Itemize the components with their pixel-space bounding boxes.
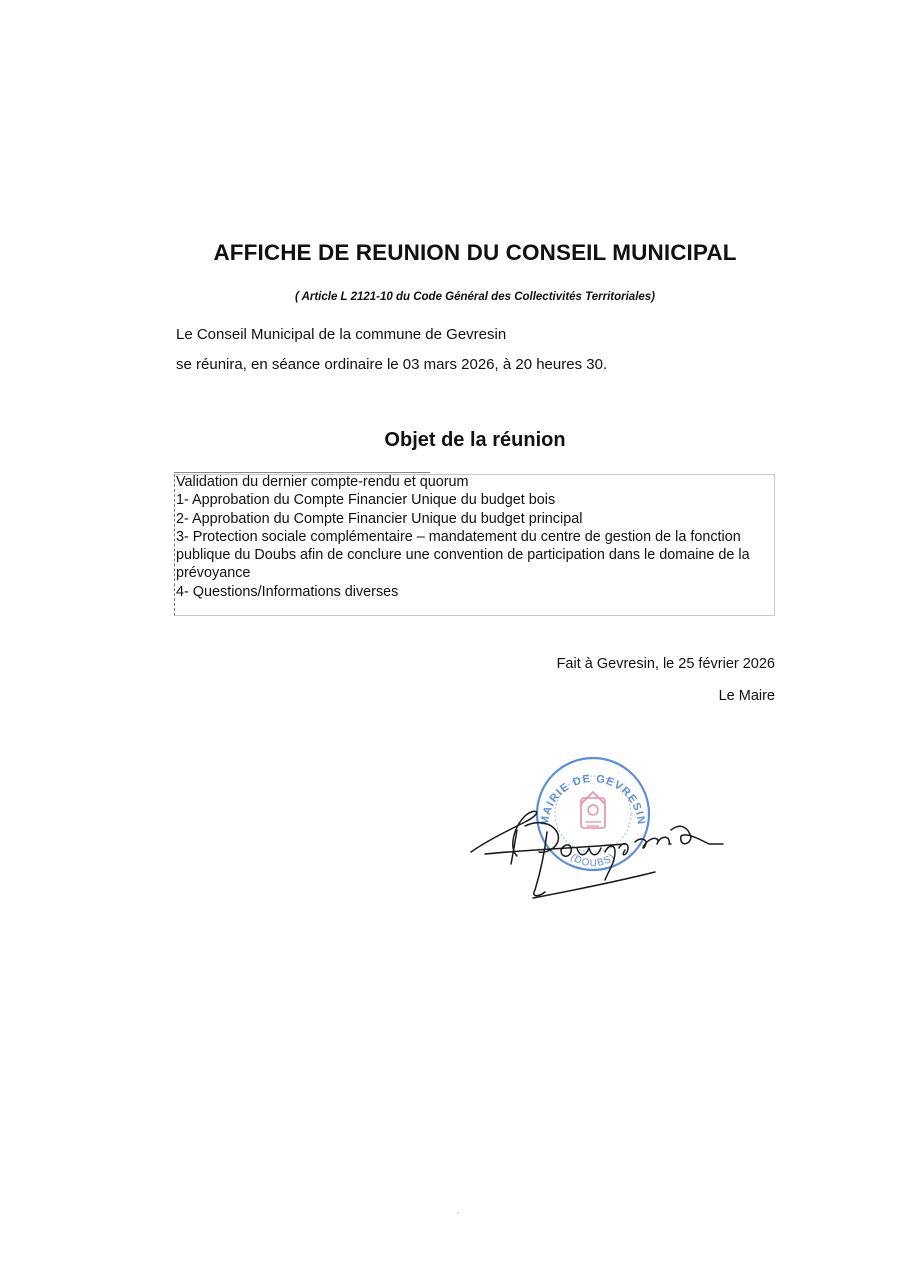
intro-line-2: se réunira, en séance ordinaire le 03 mars 2026, à 20 heures 30. [176,356,608,373]
agenda-item-4: 4- Questions/Informations diverses [176,583,399,600]
seal-top-text: MAIRIE DE GEVRESIN [538,772,648,827]
seal-emblem [581,792,605,828]
agenda-item-3: 3- Protection sociale complémentaire – mandatement du centre de gestion de la fonction publique du Doubs afin de conclure une convention de participation dans le domaine de la prévoyance [176,528,750,582]
mayor-signature [471,811,723,898]
seal-bottom-text: (DOUBS) [568,851,618,870]
agenda-item-2: 2- Approbation du Compte Financier Unique du budget principal [176,510,583,527]
page-title: AFFICHE DE REUNION DU CONSEIL MUNICIPAL [213,240,737,265]
place-date-line: Fait à Gevresin, le 25 février 2026 [556,656,775,672]
agenda-heading: Objet de la réunion [384,429,566,451]
legal-reference: ( Article L 2121-10 du Code Général des Collectivités Territoriales) [294,291,656,303]
agenda-item-1: 1- Approbation du Compte Financier Unique du budget bois [176,492,556,509]
mayor-stamp-and-signature [465,752,730,902]
agenda-list [176,473,772,601]
scan-speck [457,1212,459,1214]
intro-line-1: Le Conseil Municipal de la commune de Gevresin [176,326,507,343]
agenda-item-validation: Validation du dernier compte-rendu et quorum [176,474,469,490]
town-hall-seal [537,758,649,870]
signatory-title: Le Maire [718,688,775,704]
